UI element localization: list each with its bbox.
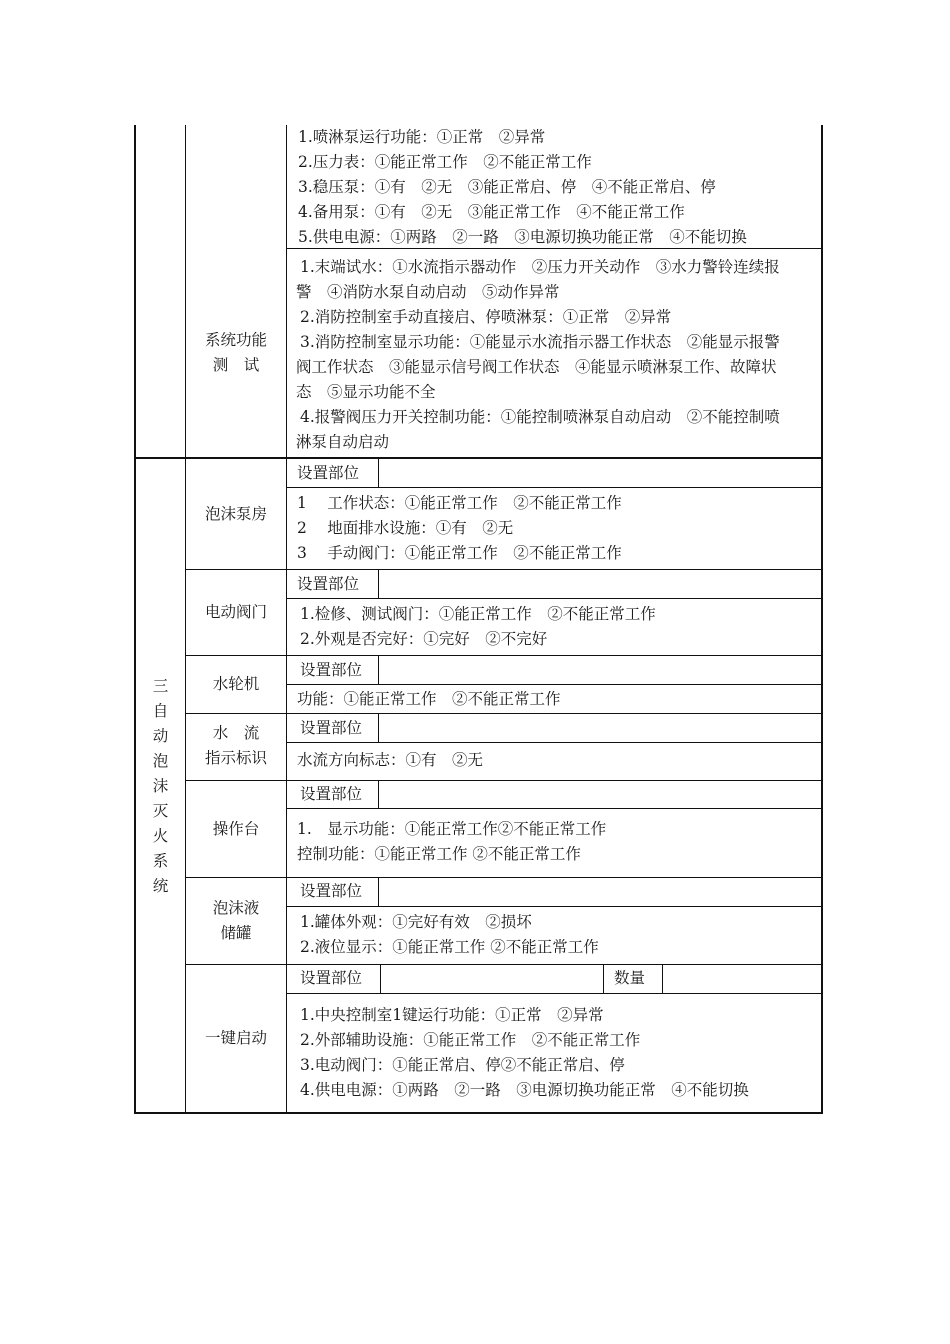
system-test-label (186, 328, 286, 378)
title-char: 统 (152, 877, 169, 895)
electric-valve-block (300, 602, 656, 652)
one-key-start-block (300, 1003, 749, 1103)
system-test-line: 1.末端试水：①水流指示器动作 ②压力开关动作 ③水力警铃连续报 (300, 258, 780, 276)
one-key-start-line: 1.中央控制室1键运行功能：①正常 ②异常 (300, 1006, 604, 1024)
electric-valve-label: 电动阀门 (204, 603, 267, 621)
pump-status-block (298, 125, 747, 250)
setting-location-label: 设置部位 (297, 575, 360, 593)
foam-tank-label-line: 泡沫液 (212, 899, 260, 917)
foam-pump-line: 1 工作状态：①能正常工作 ②不能正常工作 (297, 494, 622, 512)
setting-location-label: 设置部位 (300, 785, 363, 803)
system-test-block (296, 255, 780, 455)
console-line: 控制功能：①能正常工作 ②不能正常工作 (297, 845, 581, 863)
title-char: 灭 (152, 802, 169, 820)
console-line: 1. 显示功能：①能正常工作②不能正常工作 (297, 820, 607, 838)
setting-location-label: 设置部位 (297, 464, 360, 482)
setting-location-label: 设置部位 (300, 719, 363, 737)
system-test-line: 淋泵自动启动 (296, 433, 390, 451)
section-three-title (136, 674, 185, 899)
turbine-label: 水轮机 (212, 675, 260, 693)
foam-tank-line: 1.罐体外观：①完好有效 ②损坏 (300, 913, 532, 931)
foam-tank-block (300, 910, 599, 960)
flow-sign-label-line: 指示标识 (204, 749, 267, 767)
system-test-label-line: 系统功能 (204, 331, 267, 349)
system-test-line: 态 ⑤显示功能不全 (296, 383, 436, 401)
system-test-line: 警 ④消防水泵自动启动 ⑤动作异常 (296, 283, 560, 301)
electric-valve-line: 2.外观是否完好：①完好 ②不完好 (300, 630, 548, 648)
one-key-start-line: 4.供电电源：①两路 ②一路 ③电源切换功能正常 ④不能切换 (300, 1081, 749, 1099)
system-test-line: 3.消防控制室显示功能：①能显示水流指示器工作状态 ②能显示报警 (300, 333, 780, 351)
turbine-function-line: 功能：①能正常工作 ②不能正常工作 (297, 690, 561, 708)
title-char: 系 (152, 852, 169, 870)
title-char: 泡 (152, 752, 169, 770)
pump-line: 1.喷淋泵运行功能：①正常 ②异常 (298, 128, 546, 146)
title-char: 自 (152, 702, 169, 720)
setting-location-label: 设置部位 (300, 882, 363, 900)
system-test-line: 2.消防控制室手动直接启、停喷淋泵：①正常 ②异常 (300, 308, 672, 326)
electric-valve-line: 1.检修、测试阀门：①能正常工作 ②不能正常工作 (300, 605, 656, 623)
system-test-label-line: 测 试 (212, 356, 260, 374)
flow-sign-label-line: 水 流 (212, 724, 260, 742)
console-label: 操作台 (212, 820, 260, 838)
foam-pump-room-block (297, 491, 622, 566)
setting-location-label: 设置部位 (300, 661, 363, 679)
foam-pump-line: 2 地面排水设施：①有 ②无 (297, 519, 514, 537)
console-block (297, 817, 606, 867)
one-key-start-line: 3.电动阀门：①能正常启、停②不能正常启、停 (300, 1056, 625, 1074)
foam-pump-room-label: 泡沫泵房 (204, 505, 267, 523)
pump-line: 2.压力表：①能正常工作 ②不能正常工作 (298, 153, 592, 171)
pump-line: 3.稳压泵：①有 ②无 ③能正常启、停 ④不能正常启、停 (298, 178, 716, 196)
foam-tank-line: 2.液位显示：①能正常工作 ②不能正常工作 (300, 938, 599, 956)
one-key-start-line: 2.外部辅助设施：①能正常工作 ②不能正常工作 (300, 1031, 641, 1049)
foam-pump-line: 3 手动阀门：①能正常工作 ②不能正常工作 (297, 544, 622, 562)
pump-line: 4.备用泵：①有 ②无 ③能正常工作 ④不能正常工作 (298, 203, 685, 221)
title-char: 沫 (152, 777, 169, 795)
title-char: 三 (152, 677, 169, 695)
flow-sign-label (186, 721, 286, 771)
foam-tank-label-line: 储罐 (220, 924, 252, 942)
pump-line: 5.供电电源：①两路 ②一路 ③电源切换功能正常 ④不能切换 (298, 228, 747, 246)
setting-location-label: 设置部位 (300, 969, 363, 987)
system-test-line: 4.报警阀压力开关控制功能：①能控制喷淋泵自动启动 ②不能控制喷 (300, 408, 780, 426)
title-char: 火 (152, 827, 169, 845)
title-char: 动 (152, 727, 169, 745)
system-test-line: 阀工作状态 ③能显示信号阀工作状态 ④能显示喷淋泵工作、故障状 (296, 358, 777, 376)
foam-tank-label (186, 896, 286, 946)
flow-sign-line: 水流方向标志：①有 ②无 (297, 751, 484, 769)
one-key-start-label: 一键启动 (204, 1029, 267, 1047)
quantity-label: 数量 (614, 969, 646, 987)
